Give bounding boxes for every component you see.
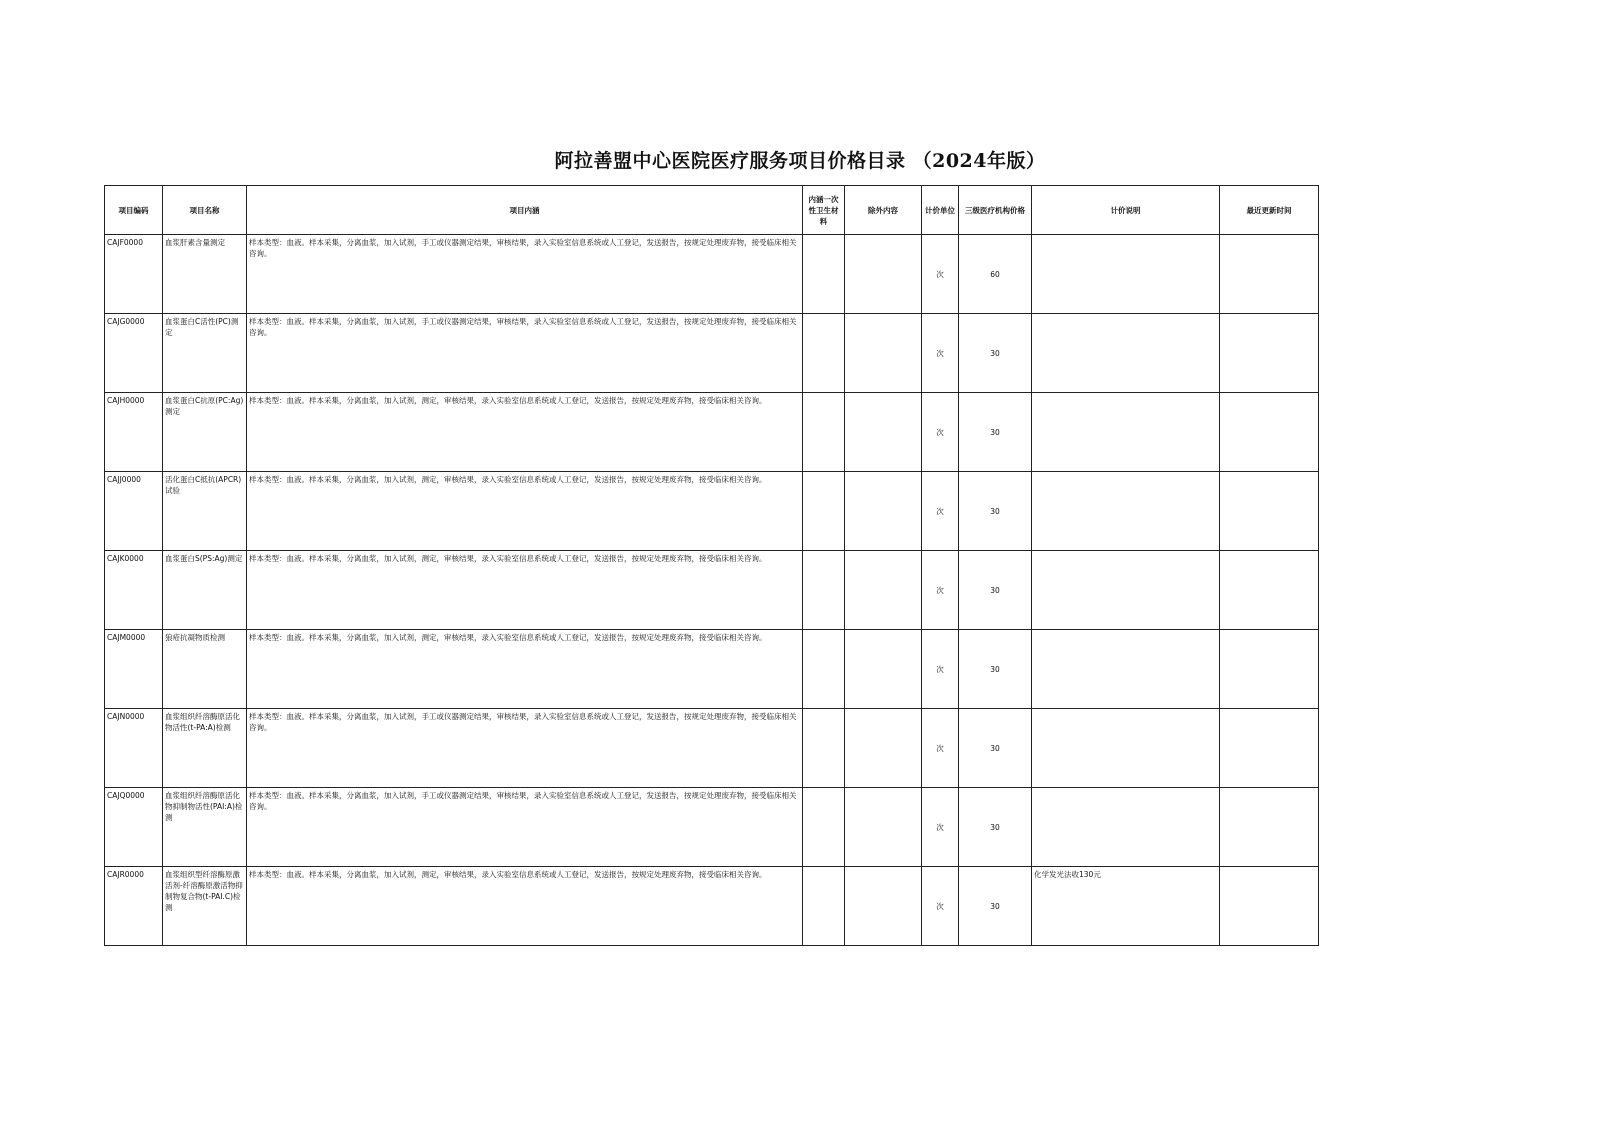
cell-name: 血浆蛋白C抗原(PC:Ag)测定: [163, 393, 247, 472]
cell-code: CAJJ0000: [105, 472, 163, 551]
cell-excluded: [845, 551, 922, 630]
table-row: [105, 235, 1319, 314]
col-header-excluded: 除外内容: [845, 186, 922, 235]
cell-note: [1032, 393, 1220, 472]
table-row: [105, 709, 1319, 788]
header-row: [105, 186, 1319, 235]
cell-code: CAJR0000: [105, 867, 163, 946]
col-header-updated: 最近更新时间: [1220, 186, 1319, 235]
cell-updated: [1220, 235, 1319, 314]
cell-name: 活化蛋白C抵抗(APCR)试验: [163, 472, 247, 551]
cell-unit: 次: [922, 235, 959, 314]
table-row: [105, 551, 1319, 630]
cell-name: 血浆组织纤溶酶原活化物抑制物活性(PAI:A)检测: [163, 788, 247, 867]
cell-unit: 次: [922, 788, 959, 867]
cell-code: CAJM0000: [105, 630, 163, 709]
cell-price: 30: [959, 709, 1032, 788]
cell-code: CAJQ0000: [105, 788, 163, 867]
col-header-name: 项目名称: [163, 186, 247, 235]
cell-excluded: [845, 867, 922, 946]
table-row: [105, 393, 1319, 472]
table-row: [105, 788, 1319, 867]
cell-price: 30: [959, 551, 1032, 630]
cell-note: [1032, 709, 1220, 788]
cell-material: [803, 551, 845, 630]
cell-price: 30: [959, 393, 1032, 472]
table-row: [105, 314, 1319, 393]
cell-updated: [1220, 551, 1319, 630]
cell-price: 30: [959, 630, 1032, 709]
cell-excluded: [845, 314, 922, 393]
cell-material: [803, 867, 845, 946]
cell-updated: [1220, 472, 1319, 551]
cell-material: [803, 472, 845, 551]
cell-unit: 次: [922, 393, 959, 472]
cell-note: [1032, 630, 1220, 709]
col-header-content: 项目内涵: [247, 186, 803, 235]
table-row: [105, 867, 1319, 946]
cell-material: [803, 393, 845, 472]
cell-code: CAJN0000: [105, 709, 163, 788]
cell-content: 样本类型：血液。样本采集，分离血浆，加入试剂，手工或仪器测定结果，审核结果，录入实验室信息系统或人工登记，发送报告，按规定处理废弃物，接受临床相关咨询。: [247, 314, 803, 393]
cell-content: 样本类型：血液。样本采集，分离血浆，加入试剂，手工或仪器测定结果，审核结果，录入实验室信息系统或人工登记，发送报告，按规定处理废弃物，接受临床相关咨询。: [247, 709, 803, 788]
cell-content: 样本类型：血液。样本采集，分离血浆，加入试剂，测定，审核结果，录入实验室信息系统或人工登记，发送报告，按规定处理废弃物，接受临床相关咨询。: [247, 551, 803, 630]
cell-name: 血浆组织型纤溶酶原激活剂-纤溶酶原激活物抑制物复合物(t-PAI.C)检测: [163, 867, 247, 946]
cell-note: [1032, 788, 1220, 867]
cell-note: [1032, 314, 1220, 393]
cell-excluded: [845, 393, 922, 472]
cell-name: 血浆蛋白C活性(PC)测定: [163, 314, 247, 393]
cell-material: [803, 314, 845, 393]
cell-price: 30: [959, 472, 1032, 551]
cell-material: [803, 709, 845, 788]
cell-content: 样本类型：血液。样本采集，分离血浆，加入试剂，测定，审核结果，录入实验室信息系统或人工登记，发送报告，按规定处理废弃物，接受临床相关咨询。: [247, 867, 803, 946]
cell-excluded: [845, 472, 922, 551]
cell-price: 30: [959, 788, 1032, 867]
cell-updated: [1220, 709, 1319, 788]
cell-material: [803, 788, 845, 867]
cell-content: 样本类型：血液。样本采集，分离血浆，加入试剂，手工或仪器测定结果，审核结果，录入实验室信息系统或人工登记，发送报告，按规定处理废弃物，接受临床相关咨询。: [247, 788, 803, 867]
cell-note: [1032, 235, 1220, 314]
cell-code: CAJG0000: [105, 314, 163, 393]
cell-name: 血浆蛋白S(PS:Ag)测定: [163, 551, 247, 630]
col-header-unit: 计价单位: [922, 186, 959, 235]
col-header-material: 内涵一次性卫生材料: [803, 186, 845, 235]
cell-code: CAJH0000: [105, 393, 163, 472]
col-header-note: 计价说明: [1032, 186, 1220, 235]
cell-price: 60: [959, 235, 1032, 314]
cell-unit: 次: [922, 472, 959, 551]
cell-content: 样本类型：血液。样本采集，分离血浆，加入试剂，测定，审核结果，录入实验室信息系统或人工登记，发送报告，按规定处理废弃物，接受临床相关咨询。: [247, 393, 803, 472]
cell-content: 样本类型：血液。样本采集，分离血浆，加入试剂，测定，审核结果，录入实验室信息系统或人工登记，发送报告，按规定处理废弃物，接受临床相关咨询。: [247, 630, 803, 709]
cell-excluded: [845, 709, 922, 788]
cell-note: [1032, 551, 1220, 630]
cell-name: 狼疮抗凝物质检测: [163, 630, 247, 709]
cell-unit: 次: [922, 314, 959, 393]
cell-name: 血浆肝素含量测定: [163, 235, 247, 314]
cell-content: 样本类型：血液。样本采集，分离血浆，加入试剂，手工或仪器测定结果，审核结果，录入实验室信息系统或人工登记，发送报告，按规定处理废弃物，接受临床相关咨询。: [247, 235, 803, 314]
cell-excluded: [845, 235, 922, 314]
table-row: [105, 630, 1319, 709]
cell-unit: 次: [922, 551, 959, 630]
cell-updated: [1220, 314, 1319, 393]
cell-unit: 次: [922, 630, 959, 709]
cell-excluded: [845, 630, 922, 709]
col-header-price: 三级医疗机构价格: [959, 186, 1032, 235]
col-header-code: 项目编码: [105, 186, 163, 235]
cell-material: [803, 235, 845, 314]
cell-updated: [1220, 867, 1319, 946]
cell-code: CAJK0000: [105, 551, 163, 630]
cell-content: 样本类型：血液。样本采集，分离血浆，加入试剂，测定，审核结果，录入实验室信息系统或人工登记，发送报告，按规定处理废弃物，接受临床相关咨询。: [247, 472, 803, 551]
cell-note: [1032, 472, 1220, 551]
cell-excluded: [845, 788, 922, 867]
cell-updated: [1220, 630, 1319, 709]
cell-name: 血浆组织纤溶酶原活化物活性(t-PA:A)检测: [163, 709, 247, 788]
page-title: 阿拉善盟中心医院医疗服务项目价格目录 （2024年版）: [554, 150, 1046, 172]
table-row: [105, 472, 1319, 551]
cell-note: 化学发光法收130元: [1032, 867, 1220, 946]
cell-price: 30: [959, 314, 1032, 393]
cell-material: [803, 630, 845, 709]
cell-code: CAJF0000: [105, 235, 163, 314]
cell-updated: [1220, 788, 1319, 867]
cell-unit: 次: [922, 709, 959, 788]
cell-unit: 次: [922, 867, 959, 946]
price-table: [104, 185, 1319, 946]
cell-price: 30: [959, 867, 1032, 946]
cell-updated: [1220, 393, 1319, 472]
